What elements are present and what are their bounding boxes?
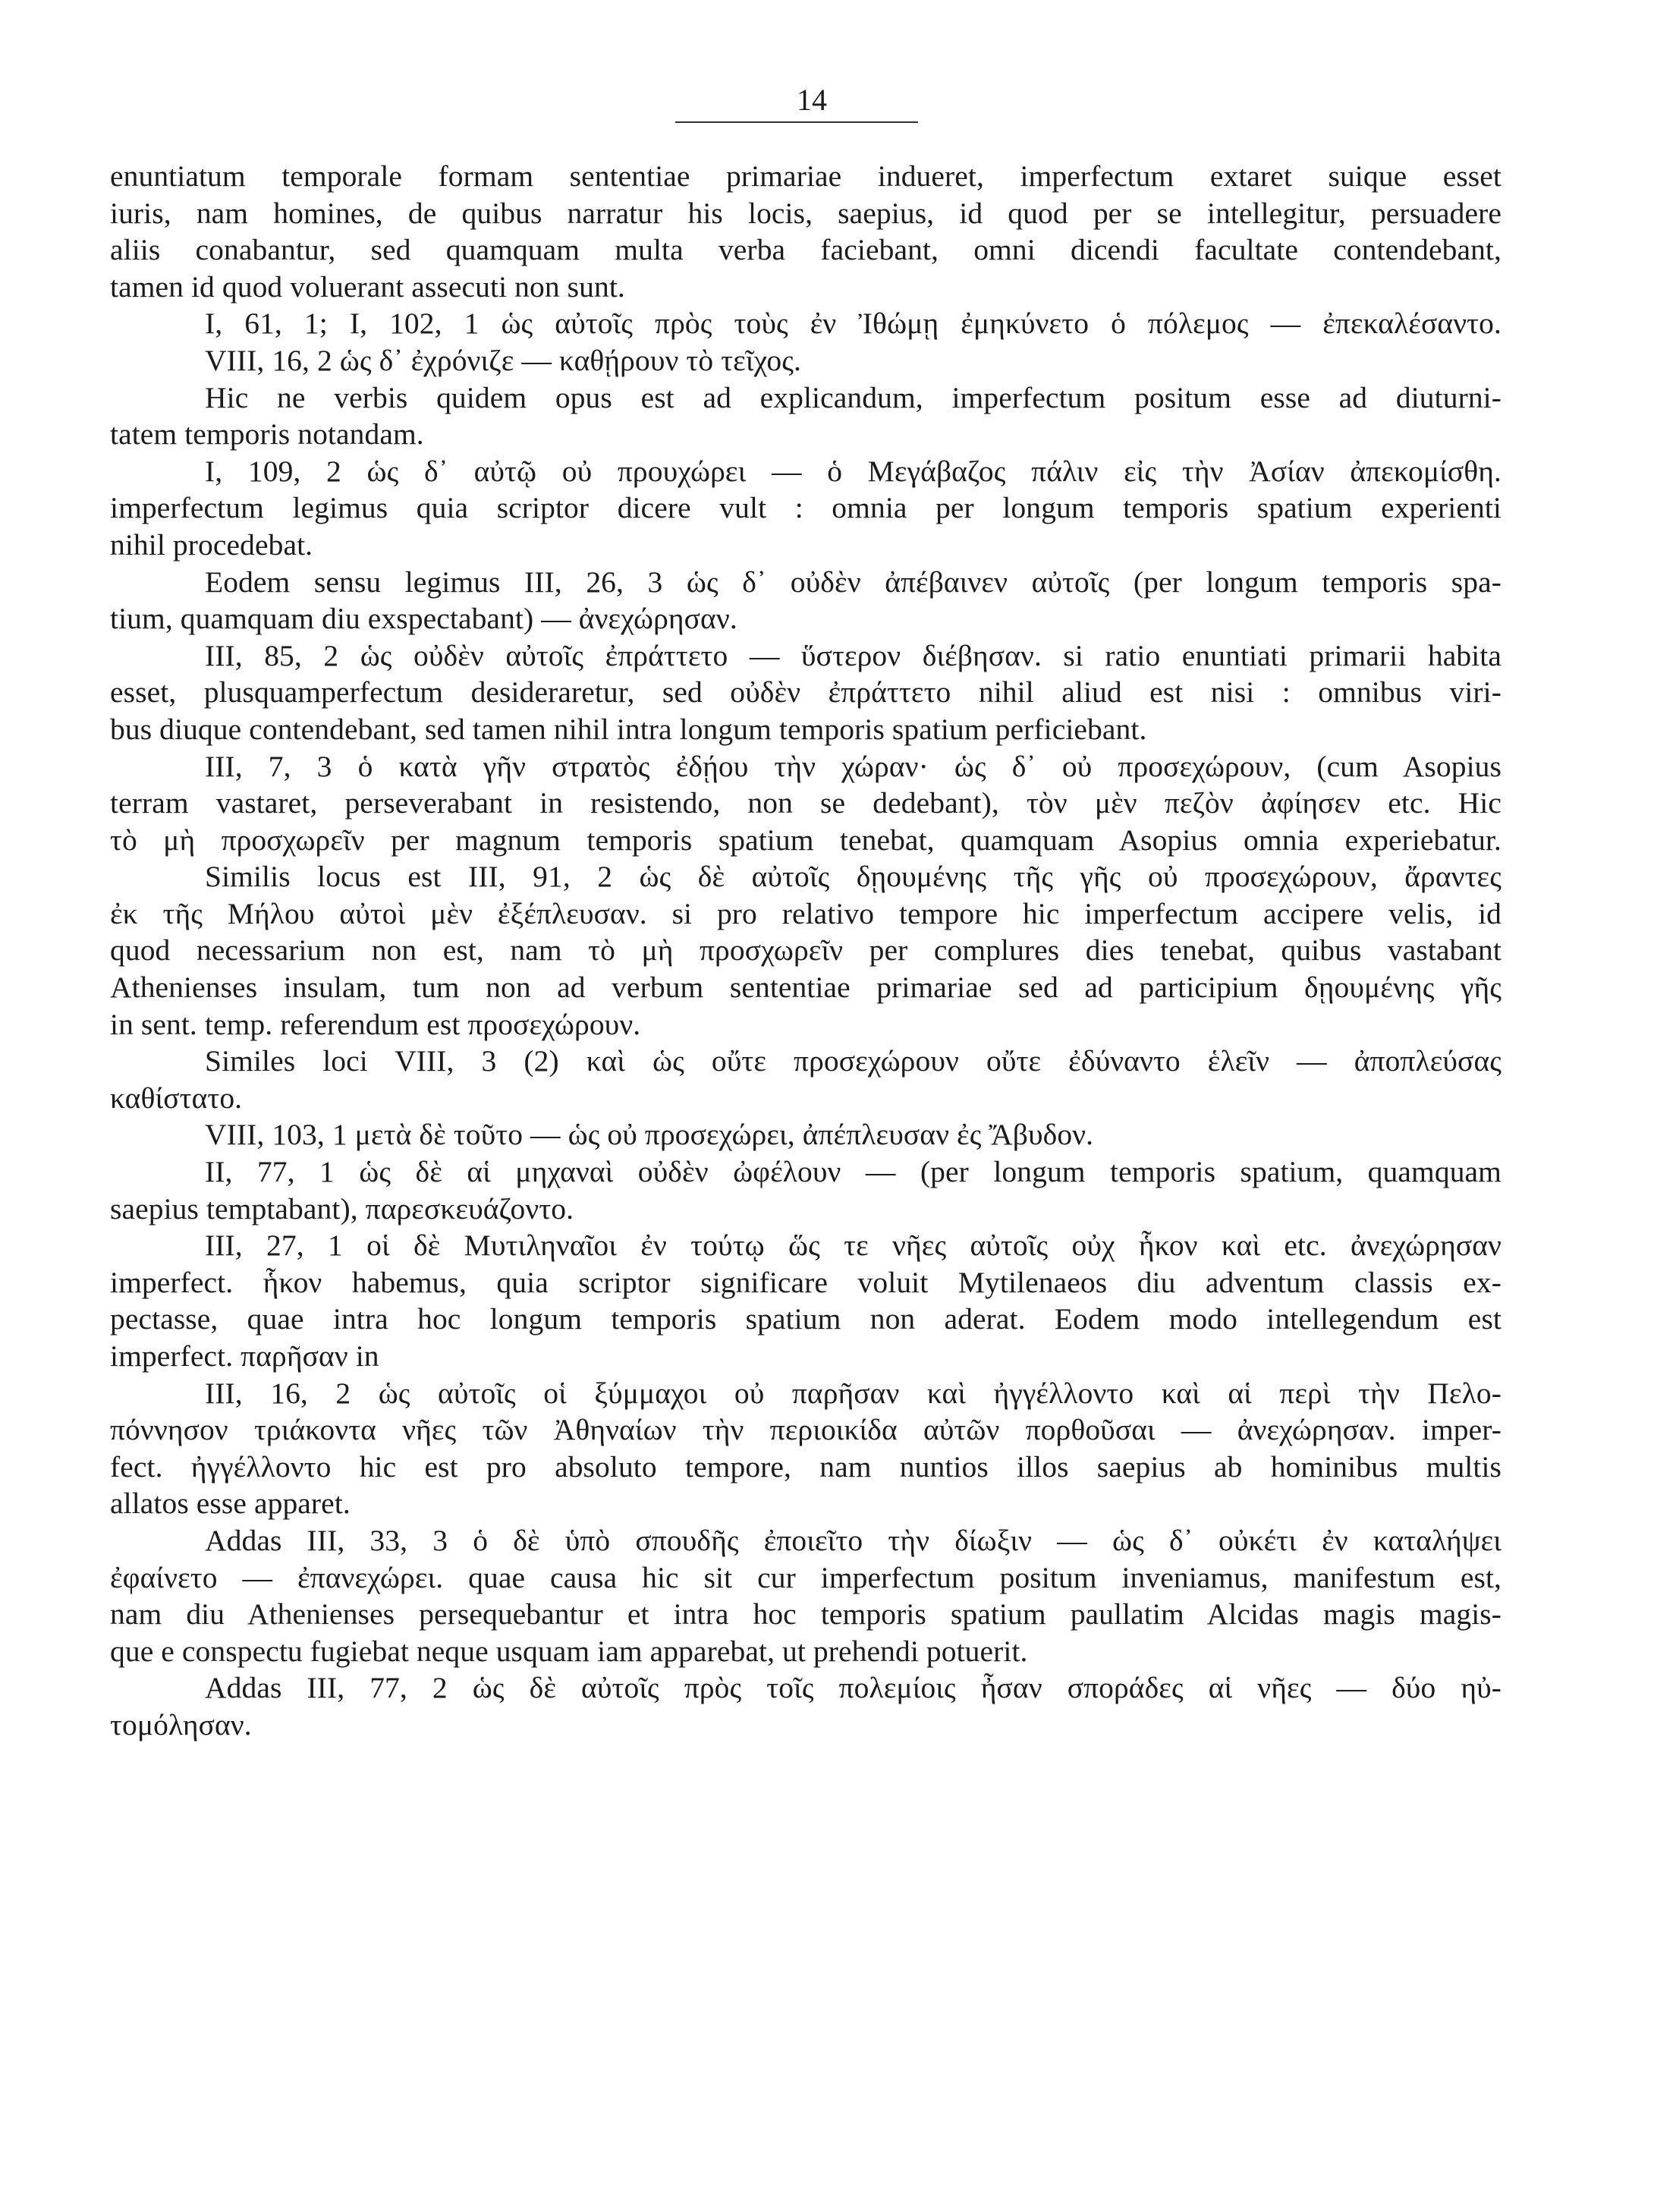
- text-line: fect. ἠγγέλλοντο hic est pro absoluto tempore, nam nuntios illos saepius ab hominibus multis: [110, 1449, 1501, 1484]
- text-line: τομόλησαν.: [110, 1707, 252, 1742]
- text-line: I, 109, 2 ὡς δ᾽ αὐτῷ οὐ προυχώρει — ὁ Μεγάβαζος πάλιν εἰς τὴν Ἀσίαν ἀπεκομίσθη.: [205, 454, 1501, 488]
- text-line: bus diuque contendebant, sed tamen nihil intra longum temporis spatium perficiebant.: [110, 712, 1147, 746]
- text-line: III, 7, 3 ὁ κατὰ γῆν στρατὸς ἐδῄου τὴν χώραν· ὡς δ᾽ οὐ προσεχώρουν, (cum Asopius: [205, 749, 1501, 783]
- text-line: Hic ne verbis quidem opus est ad explicandum, imperfectum positum esse ad diuturni-: [205, 380, 1501, 414]
- text-line: imperfectum legimus quia scriptor dicere vult : omnia per longum temporis spatium experienti: [110, 491, 1501, 525]
- text-line: aliis conabantur, sed quamquam multa verba faciebant, omni dicendi facultate contendebant,: [110, 233, 1501, 267]
- text-line: Similis locus est III, 91, 2 ὡς δὲ αὐτοῖς δῃουμένης τῆς γῆς οὐ προσεχώρουν, ἄραντες: [205, 860, 1501, 894]
- text-line: Athenienses insulam, tum non ad verbum sententiae primariae sed ad participium δῃουμένης γῆς: [110, 971, 1501, 1005]
- text-line: Addas III, 33, 3 ὁ δὲ ὑπὸ σπουδῆς ἐποιεῖτο τὴν δίωξιν — ὡς δ᾽ οὐκέτι ἐν καταλήψει: [205, 1523, 1501, 1557]
- text-line: tamen id quod voluerant assecuti non sunt.: [110, 269, 625, 304]
- text-line: terram vastaret, perseverabant in resistendo, non se dedebant), τὸν μὲν πεζὸν ἀφίησεν etc. Hic: [110, 786, 1501, 820]
- text-line: I, 61, 1; I, 102, 1 ὡς αὐτοῖς πρὸς τοὺς ἐν Ἰθώμῃ ἐμηκύνετο ὁ πόλεμος — ἐπεκαλέσαντο.: [205, 307, 1501, 341]
- text-line: esset, plusquamperfectum desideraretur, sed οὐδὲν ἐπράττετο nihil aliud est nisi : omnibus viri-: [110, 675, 1501, 710]
- text-line: iuris, nam homines, de quibus narratur his locis, saepius, id quod per se intellegitur, persuadere: [110, 196, 1501, 230]
- text-line: τὸ μὴ προσχωρεῖν per magnum temporis spatium tenebat, quamquam Asopius omnia experiebatur.: [110, 823, 1501, 857]
- text-line: imperfect. ἧκον habemus, quia scriptor significare voluit Mytilenaeos diu adventum classis ex-: [110, 1265, 1501, 1299]
- body-text: [110, 158, 1501, 1744]
- text-line: III, 85, 2 ὡς οὐδὲν αὐτοῖς ἐπράττετο — ὕστερον διέβησαν. si ratio enuntiati primarii habita: [205, 638, 1501, 672]
- text-line: tium, quamquam diu exspectabant) — ἀνεχώρησαν.: [110, 602, 737, 636]
- text-line: II, 77, 1 ὡς δὲ αἱ μηχαναὶ οὐδὲν ὠφέλουν — (per longum temporis spatium, quamquam: [205, 1155, 1501, 1189]
- text-line: Similes loci VIII, 3 (2) καὶ ὡς οὔτε προσεχώρουν οὔτε ἐδύναντο ἑλεῖν — ἀποπλεύσας: [205, 1044, 1501, 1078]
- text-line: Addas III, 77, 2 ὡς δὲ αὐτοῖς πρὸς τοῖς πολεμίοις ἦσαν σποράδες αἱ νῆες — δύο ηὐ-: [205, 1671, 1501, 1705]
- text-line: enuntiatum temporale formam sententiae primariae indueret, imperfectum extaret suique esset: [110, 159, 1501, 193]
- page-number: 14: [797, 83, 827, 117]
- text-line: ἐκ τῆς Μήλου αὐτοὶ μὲν ἐξέπλευσαν. si pro relativo tempore hic imperfectum accipere velis, id: [110, 896, 1501, 930]
- text-line: nam diu Athenienses persequebantur et intra hoc temporis spatium paullatim Alcidas magis magis-: [110, 1597, 1501, 1631]
- text-line: Eodem sensu legimus III, 26, 3 ὡς δ᾽ οὐδὲν ἀπέβαινεν αὐτοῖς (per longum temporis spa-: [205, 565, 1501, 599]
- text-line: que e conspectu fugiebat neque usquam iam apparebat, ut prehendi potuerit.: [110, 1634, 1028, 1668]
- header-rule: [675, 121, 918, 123]
- text-line: III, 27, 1 οἱ δὲ Μυτιληναῖοι ἐν τούτῳ ὥς τε νῆες αὐτοῖς οὐχ ἧκον καὶ etc. ἀνεχώρησαν: [205, 1229, 1501, 1263]
- text-line: VIII, 16, 2 ὡς δ᾽ ἐχρόνιζε — καθῄρουν τὸ τεῖχος.: [205, 343, 801, 377]
- text-line: πόννησον τριάκοντα νῆες τῶν Ἀθηναίων τὴν περιοικίδα αὐτῶν πορθοῦσαι — ἀνεχώρησαν. imper-: [110, 1413, 1501, 1447]
- text-line: pectasse, quae intra hoc longum temporis spatium non aderat. Eodem modo intellegendum est: [110, 1302, 1501, 1336]
- text-line: καθίστατο.: [110, 1081, 243, 1115]
- text-line: quod necessarium non est, nam τὸ μὴ προσχωρεῖν per complures dies tenebat, quibus vastabant: [110, 933, 1501, 968]
- text-line: in sent. temp. referendum est προσεχώρουν.: [110, 1007, 641, 1041]
- text-line: saepius temptabant), παρεσκευάζοντο.: [110, 1191, 574, 1226]
- text-line: allatos esse apparet.: [110, 1487, 351, 1521]
- text-line: VIII, 103, 1 μετὰ δὲ τοῦτο — ὡς οὐ προσεχώρει, ἀπέπλευσαν ἐς Ἄβυδον.: [205, 1118, 1094, 1152]
- text-line: nihil procedebat.: [110, 527, 313, 562]
- text-line: ἐφαίνετο — ἐπανεχώρει. quae causa hic sit cur imperfectum positum inveniamus, manifestum est,: [110, 1560, 1501, 1594]
- text-line: imperfect. παρῆσαν in: [110, 1339, 379, 1373]
- text-line: tatem temporis notandam.: [110, 417, 424, 452]
- text-line: III, 16, 2 ὡς αὐτοῖς οἱ ξύμμαχοι οὐ παρῆσαν καὶ ἠγγέλλοντο καὶ αἱ περὶ τὴν Πελο-: [205, 1376, 1501, 1410]
